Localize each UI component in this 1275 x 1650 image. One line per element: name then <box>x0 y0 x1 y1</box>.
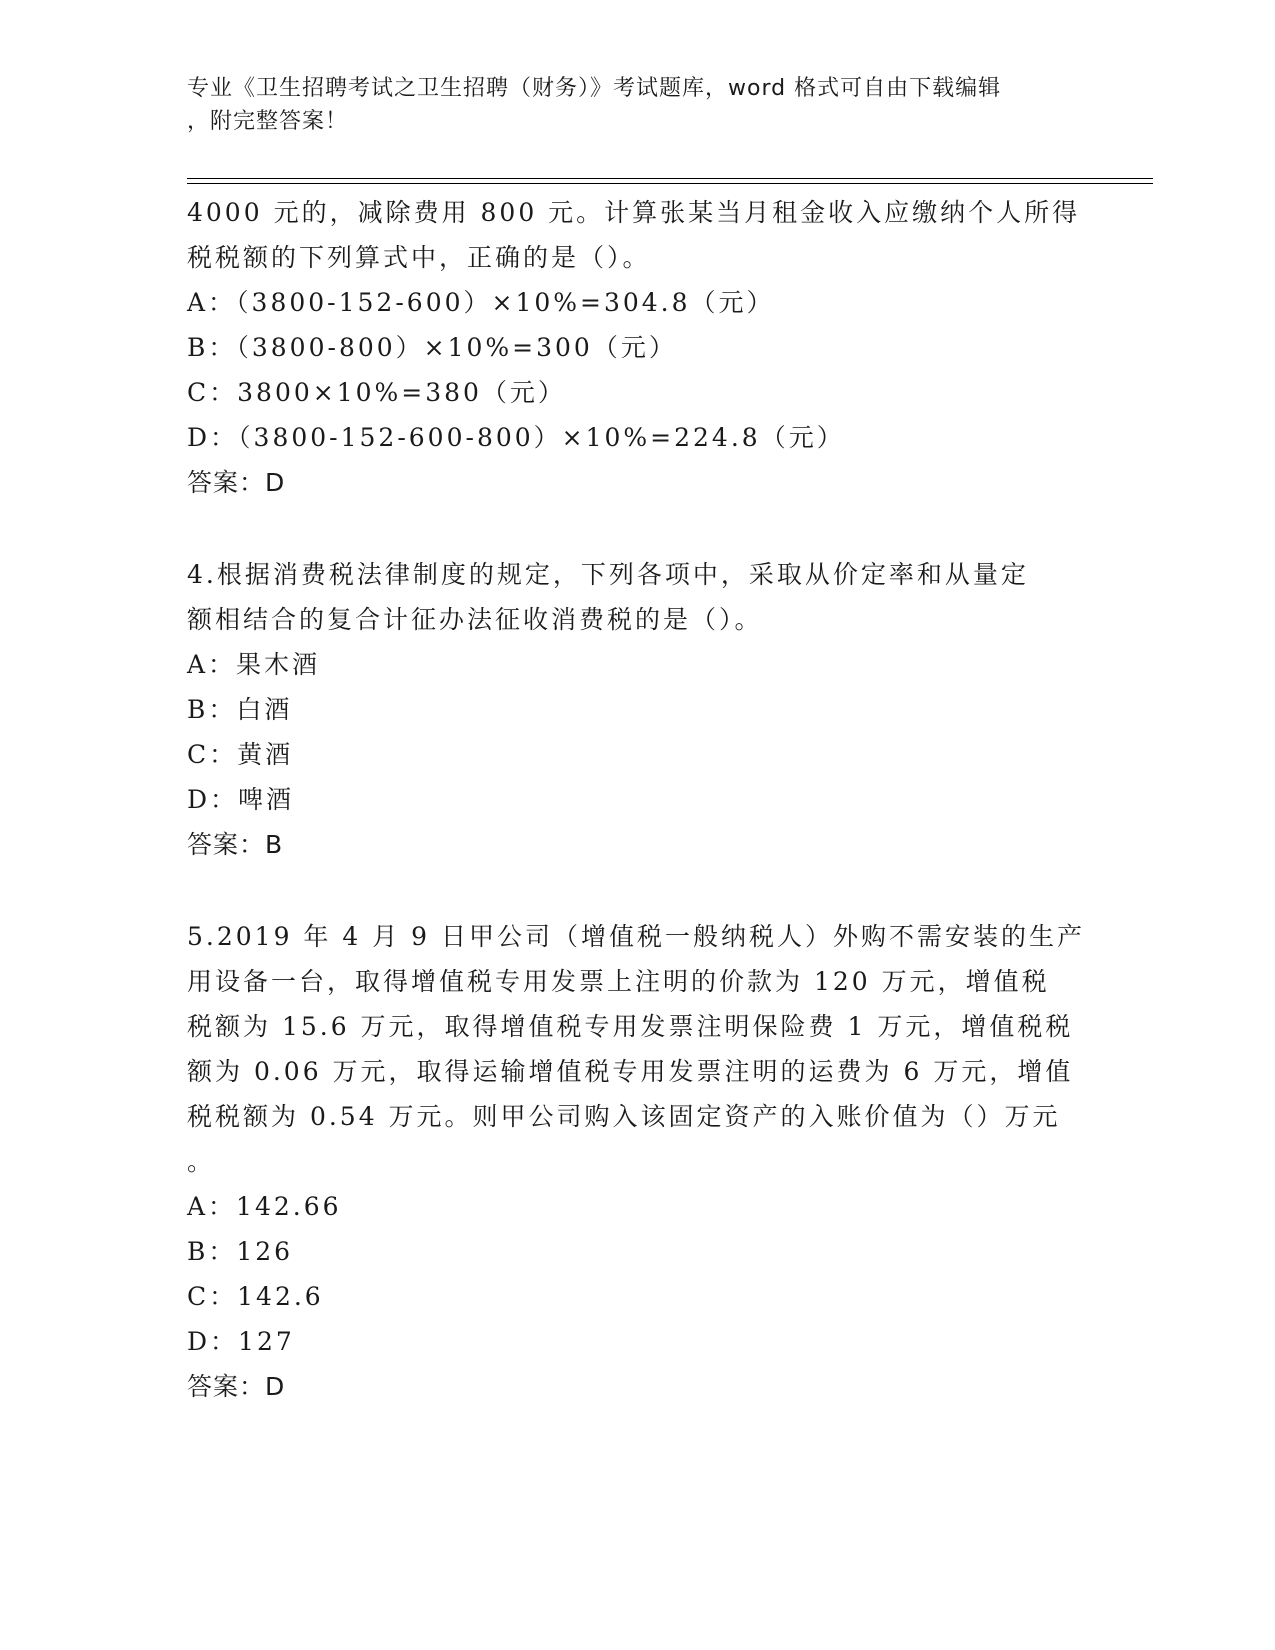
option-c: C：3800×10%=380（元） <box>187 378 566 407</box>
page-header <box>187 72 1067 138</box>
question-stem-line: 用设备一台，取得增值税专用发票上注明的价款为 120 万元，增值税 <box>187 967 1050 996</box>
question-stem-line: 5.2019 年 4 月 9 日甲公司（增值税一般纳税人）外购不需安装的生产 <box>187 922 1086 951</box>
question-5 <box>187 914 1087 1409</box>
option-d: D：127 <box>187 1327 295 1356</box>
question-stem-line: 额相结合的复合计征办法征收消费税的是（）。 <box>187 605 763 634</box>
option-b: B：白酒 <box>187 695 293 724</box>
option-c: C：142.6 <box>187 1282 324 1311</box>
option-d: D：（3800-152-600-800）×10%=224.8（元） <box>187 423 845 452</box>
header-line-1: 专业《卫生招聘考试之卫生招聘（财务）》考试题库，word 格式可自由下载编辑 <box>187 76 1002 101</box>
question-stem-line: 税税额为 0.54 万元。则甲公司购入该固定资产的入账价值为（）万元 <box>187 1102 1061 1131</box>
answer-label: 答案：D <box>187 1372 286 1401</box>
question-stem-line: 额为 0.06 万元，取得运输增值税专用发票注明的运费为 6 万元，增值 <box>187 1057 1074 1086</box>
option-b: B：126 <box>187 1237 294 1266</box>
option-a: A：（3800-152-600）×10%=304.8（元） <box>187 288 775 317</box>
option-a: A：果木酒 <box>187 650 321 679</box>
option-a: A：142.66 <box>187 1192 342 1221</box>
option-c: C：黄酒 <box>187 740 294 769</box>
header-line-2: ，附完整答案！ <box>187 109 349 134</box>
question-stem-line: 税税额的下列算式中，正确的是（）。 <box>187 243 651 272</box>
header-divider <box>187 178 1153 184</box>
question-3-continued <box>187 190 1087 505</box>
document-body <box>187 190 1087 1409</box>
answer-label: 答案：B <box>187 830 284 859</box>
question-stem-line: 4.根据消费税法律制度的规定，下列各项中，采取从价定率和从量定 <box>187 560 1029 589</box>
question-stem-line: 税额为 15.6 万元，取得增值税专用发票注明保险费 1 万元，增值税税 <box>187 1012 1074 1041</box>
option-b: B：（3800-800）×10%=300（元） <box>187 333 677 362</box>
question-stem-line: 4000 元的，减除费用 800 元。计算张某当月租金收入应缴纳个人所得 <box>187 198 1081 227</box>
question-4 <box>187 552 1087 867</box>
question-stem-line: 。 <box>187 1147 216 1176</box>
answer-label: 答案：D <box>187 468 286 497</box>
option-d: D：啤酒 <box>187 785 295 814</box>
